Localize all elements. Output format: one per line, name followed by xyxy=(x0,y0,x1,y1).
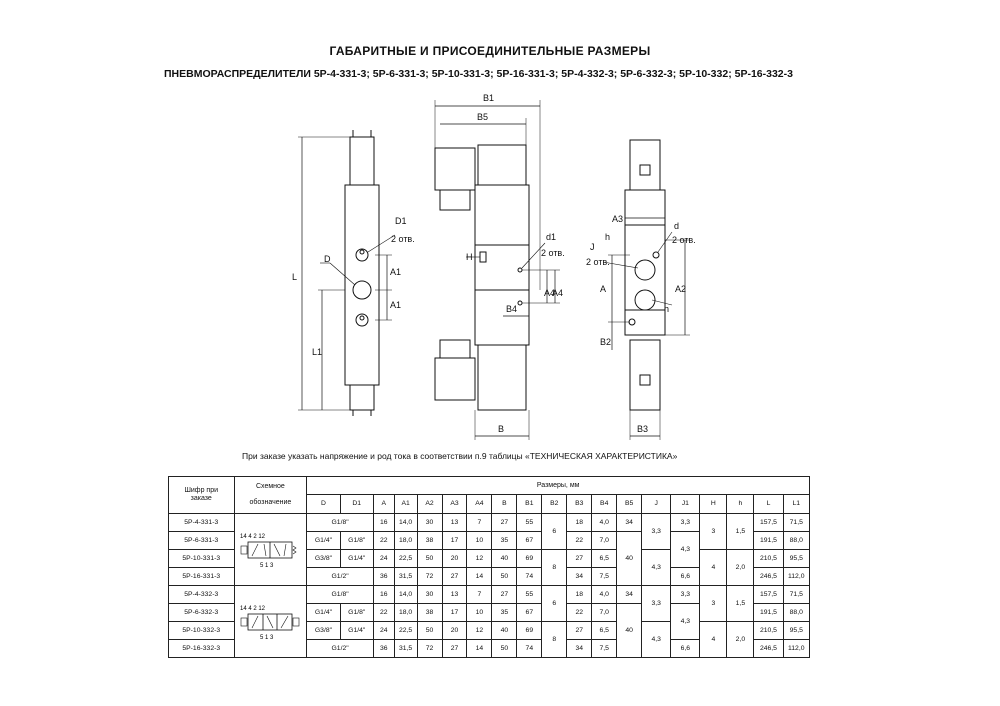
cell-A: 24 xyxy=(373,622,394,640)
cell-L: 157,5 xyxy=(754,586,783,604)
header-A1: A1 xyxy=(394,495,417,514)
cell-A4: 7 xyxy=(467,514,492,532)
cell-h: 1,5 xyxy=(727,514,754,550)
cell-A3: 13 xyxy=(442,586,467,604)
header-A: A xyxy=(373,495,394,514)
cell-B: 35 xyxy=(492,532,517,550)
cell-B4: 4,0 xyxy=(592,586,617,604)
cell-A4: 12 xyxy=(467,622,492,640)
cell-B3: 22 xyxy=(567,604,592,622)
cell-D1: G1/4" xyxy=(340,550,373,568)
cell-B3: 27 xyxy=(567,550,592,568)
cell-A3: 20 xyxy=(442,622,467,640)
cell-A3: 17 xyxy=(442,604,467,622)
dim-b4: B4 xyxy=(506,304,518,314)
cell-A3: 20 xyxy=(442,550,467,568)
side-view xyxy=(435,100,560,440)
cell-A4: 14 xyxy=(467,640,492,658)
cell-code: 5Р-4-331-3 xyxy=(169,514,235,532)
cell-L: 246,5 xyxy=(754,568,783,586)
cell-D: G1/8" xyxy=(307,586,374,604)
cell-B: 50 xyxy=(492,640,517,658)
cell-D: G1/2" xyxy=(307,640,374,658)
cell-h: 1,5 xyxy=(727,586,754,622)
cell-A3: 17 xyxy=(442,532,467,550)
cell-D: G3/8" xyxy=(307,550,340,568)
holes-note-front: 2 отв. xyxy=(391,234,415,244)
header-L: L xyxy=(754,495,783,514)
cell-J: 3,3 xyxy=(642,586,671,622)
cell-H: 3 xyxy=(700,586,727,622)
cell-L: 157,5 xyxy=(754,514,783,532)
dim-b: B xyxy=(498,424,505,434)
dim-b1: B1 xyxy=(483,93,495,103)
cell-A3: 27 xyxy=(442,640,467,658)
cell-J1: 6,6 xyxy=(671,640,700,658)
header-J: J xyxy=(642,495,671,514)
header-A3: A3 xyxy=(442,495,467,514)
cell-H: 3 xyxy=(700,514,727,550)
cell-B4: 6,5 xyxy=(592,550,617,568)
dim-b3: B3 xyxy=(637,424,649,434)
header-A4: A4 xyxy=(467,495,492,514)
dim-j: J xyxy=(590,242,595,252)
cell-B: 40 xyxy=(492,550,517,568)
cell-D: G1/2" xyxy=(307,568,374,586)
header-B4: B4 xyxy=(592,495,617,514)
cell-A4: 10 xyxy=(467,532,492,550)
cell-B1: 67 xyxy=(517,532,542,550)
cell-A4: 10 xyxy=(467,604,492,622)
cell-L1: 88,0 xyxy=(783,532,809,550)
cell-B4: 7,5 xyxy=(592,568,617,586)
header-A2: A2 xyxy=(417,495,442,514)
cell-B1: 69 xyxy=(517,550,542,568)
cell-h: 2,0 xyxy=(727,622,754,658)
svg-text:14 4 2 12: 14 4 2 12 xyxy=(240,533,266,540)
cell-B2: 6 xyxy=(542,514,567,550)
cell-A1: 22,5 xyxy=(394,622,417,640)
cell-h: 2,0 xyxy=(727,550,754,586)
cell-B1: 74 xyxy=(517,568,542,586)
header-B3: B3 xyxy=(567,495,592,514)
cell-A1: 31,5 xyxy=(394,640,417,658)
svg-text:5 1 3: 5 1 3 xyxy=(260,562,274,569)
cell-L1: 112,0 xyxy=(783,640,809,658)
header-dimensions: Размеры, мм xyxy=(307,477,810,495)
header-J1: J1 xyxy=(671,495,700,514)
cell-A1: 14,0 xyxy=(394,514,417,532)
cell-B3: 27 xyxy=(567,622,592,640)
cell-B1: 55 xyxy=(517,586,542,604)
cell-L1: 95,5 xyxy=(783,550,809,568)
cell-B2: 8 xyxy=(542,622,567,658)
dim-h-side: H xyxy=(466,252,473,262)
cell-A2: 38 xyxy=(417,604,442,622)
cell-B: 27 xyxy=(492,586,517,604)
cell-code: 5Р-6-331-3 xyxy=(169,532,235,550)
header-B5: B5 xyxy=(617,495,642,514)
holes-note-end: 2 отв. xyxy=(586,257,610,267)
cell-A2: 30 xyxy=(417,514,442,532)
dim-d1: D1 xyxy=(395,216,407,226)
page-title: ГАБАРИТНЫЕ И ПРИСОЕДИНИТЕЛЬНЫЕ РАЗМЕРЫ xyxy=(329,44,651,58)
page-subtitle: ПНЕВМОРАСПРЕДЕЛИТЕЛИ 5Р-4-331-3; 5Р-6-331-3; 5Р-10-331-3; 5Р-16-331-3; 5Р-4-332-3; 5Р-6-332-3; 5Р-10-332; 5Р-16-332-3 xyxy=(164,68,793,80)
order-note: При заказе указать напряжение и род тока в соответствии п.9 таблицы «ТЕХНИЧЕСКАЯ ХАРАКТЕРИСТИКА» xyxy=(242,451,678,461)
cell-B4: 7,0 xyxy=(592,532,617,550)
dim-a1-bottom: A1 xyxy=(390,300,402,310)
cell-J: 4,3 xyxy=(642,550,671,586)
cell-D: G1/4" xyxy=(307,532,340,550)
cell-B1: 74 xyxy=(517,640,542,658)
cell-code: 5Р-10-332-3 xyxy=(169,622,235,640)
dim-a1-top: A1 xyxy=(390,267,402,277)
cell-B2: 6 xyxy=(542,586,567,622)
cell-L1: 88,0 xyxy=(783,604,809,622)
dim-h-end-top: h xyxy=(605,232,611,242)
svg-text:5 1 3: 5 1 3 xyxy=(260,634,274,641)
cell-code: 5Р-16-332-3 xyxy=(169,640,235,658)
dim-a2: A2 xyxy=(675,284,687,294)
cell-A1: 18,0 xyxy=(394,604,417,622)
holes-note-end-top: 2 отв. xyxy=(672,235,696,245)
cell-L: 191,5 xyxy=(754,604,783,622)
cell-B: 40 xyxy=(492,622,517,640)
dim-l1: L1 xyxy=(312,347,323,357)
header-scheme: Схемное обозначение xyxy=(234,477,307,514)
dim-d: D xyxy=(324,254,331,264)
cell-A: 16 xyxy=(373,586,394,604)
cell-B5: 40 xyxy=(617,604,642,658)
cell-A: 24 xyxy=(373,550,394,568)
header-code: Шифр при заказе xyxy=(169,477,235,514)
cell-A: 22 xyxy=(373,604,394,622)
header-D: D xyxy=(307,495,340,514)
cell-code: 5Р-10-331-3 xyxy=(169,550,235,568)
cell-J1: 6,6 xyxy=(671,568,700,586)
dim-a4-b: A4 xyxy=(552,288,564,298)
cell-J1: 4,3 xyxy=(671,532,700,568)
dim-b5: B5 xyxy=(477,112,489,122)
cell-A1: 18,0 xyxy=(394,532,417,550)
cell-J: 3,3 xyxy=(642,514,671,550)
cell-B1: 55 xyxy=(517,514,542,532)
cell-A3: 13 xyxy=(442,514,467,532)
cell-B2: 8 xyxy=(542,550,567,586)
cell-L: 246,5 xyxy=(754,640,783,658)
cell-B5: 40 xyxy=(617,532,642,586)
cell-B3: 34 xyxy=(567,568,592,586)
cell-B4: 7,0 xyxy=(592,604,617,622)
cell-L1: 95,5 xyxy=(783,622,809,640)
cell-B4: 6,5 xyxy=(592,622,617,640)
cell-A: 16 xyxy=(373,514,394,532)
cell-D1: G1/8" xyxy=(340,604,373,622)
dim-h-end-bottom: h xyxy=(664,304,670,314)
cell-L: 210,5 xyxy=(754,550,783,568)
cell-B5: 34 xyxy=(617,586,642,604)
cell-L1: 71,5 xyxy=(783,586,809,604)
dim-a3: A3 xyxy=(612,214,624,224)
cell-A3: 27 xyxy=(442,568,467,586)
cell-D1: G1/4" xyxy=(340,622,373,640)
dimensions-table xyxy=(168,476,810,658)
table-header-row xyxy=(169,477,810,495)
dim-a: A xyxy=(600,284,607,294)
cell-J1: 3,3 xyxy=(671,586,700,604)
cell-D: G1/8" xyxy=(307,514,374,532)
svg-text:14 4 2 12: 14 4 2 12 xyxy=(240,605,266,612)
cell-A2: 72 xyxy=(417,640,442,658)
header-H: H xyxy=(700,495,727,514)
cell-code: 5Р-6-332-3 xyxy=(169,604,235,622)
cell-A1: 14,0 xyxy=(394,586,417,604)
cell-B3: 34 xyxy=(567,640,592,658)
cell-A4: 12 xyxy=(467,550,492,568)
cell-B1: 69 xyxy=(517,622,542,640)
dim-d1-side: d1 xyxy=(546,232,557,242)
cell-L: 191,5 xyxy=(754,532,783,550)
cell-B: 27 xyxy=(492,514,517,532)
dim-l: L xyxy=(292,272,298,282)
cell-A2: 72 xyxy=(417,568,442,586)
cell-code: 5Р-16-331-3 xyxy=(169,568,235,586)
cell-A2: 50 xyxy=(417,550,442,568)
front-view xyxy=(298,130,395,416)
cell-A2: 50 xyxy=(417,622,442,640)
cell-code: 5Р-4-332-3 xyxy=(169,586,235,604)
cell-B5: 34 xyxy=(617,514,642,532)
header-L1: L1 xyxy=(783,495,809,514)
cell-L: 210,5 xyxy=(754,622,783,640)
header-B2: B2 xyxy=(542,495,567,514)
table-row xyxy=(169,586,810,604)
cell-A: 22 xyxy=(373,532,394,550)
header-B1: B1 xyxy=(517,495,542,514)
cell-D: G1/4" xyxy=(307,604,340,622)
holes-note-side: 2 отв. xyxy=(541,248,565,258)
cell-J1: 3,3 xyxy=(671,514,700,532)
scheme-symbol-332 xyxy=(234,586,307,658)
cell-J: 4,3 xyxy=(642,622,671,658)
table-row xyxy=(169,514,810,532)
cell-A2: 38 xyxy=(417,532,442,550)
cell-A2: 30 xyxy=(417,586,442,604)
cell-B1: 67 xyxy=(517,604,542,622)
cell-B3: 18 xyxy=(567,586,592,604)
cell-A4: 7 xyxy=(467,586,492,604)
cell-A4: 14 xyxy=(467,568,492,586)
cell-A1: 22,5 xyxy=(394,550,417,568)
cell-L1: 112,0 xyxy=(783,568,809,586)
cell-B: 35 xyxy=(492,604,517,622)
header-h: h xyxy=(727,495,754,514)
cell-A: 36 xyxy=(373,568,394,586)
dim-d-end: d xyxy=(674,221,680,231)
header-B: B xyxy=(492,495,517,514)
cell-L1: 71,5 xyxy=(783,514,809,532)
cell-A: 36 xyxy=(373,640,394,658)
cell-D: G3/8" xyxy=(307,622,340,640)
cell-H: 4 xyxy=(700,622,727,658)
scheme-symbol-331 xyxy=(234,514,307,586)
cell-B: 50 xyxy=(492,568,517,586)
dim-a4-a: A4 xyxy=(544,288,556,298)
cell-B3: 18 xyxy=(567,514,592,532)
cell-J1: 4,3 xyxy=(671,604,700,640)
cell-A1: 31,5 xyxy=(394,568,417,586)
dim-b2: B2 xyxy=(600,337,612,347)
cell-D1: G1/8" xyxy=(340,532,373,550)
cell-B4: 7,5 xyxy=(592,640,617,658)
header-D1: D1 xyxy=(340,495,373,514)
cell-B4: 4,0 xyxy=(592,514,617,532)
cell-H: 4 xyxy=(700,550,727,586)
cell-B3: 22 xyxy=(567,532,592,550)
